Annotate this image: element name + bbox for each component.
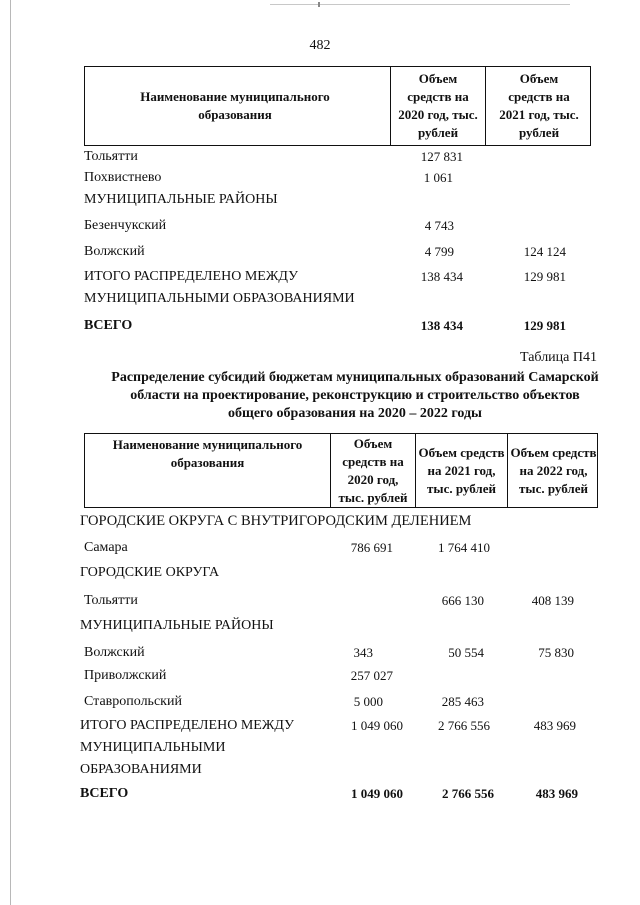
- value-2021: 285 463: [441, 694, 484, 709]
- table-row: [80, 715, 325, 781]
- value-2020: 1 049 060: [351, 718, 403, 733]
- value-2020: 786 691: [350, 540, 393, 555]
- table-row: [84, 167, 161, 189]
- value-2020: 5 000: [353, 694, 383, 709]
- value-2021: 1 764 410: [438, 540, 490, 555]
- value-2021: 129 981: [523, 318, 566, 333]
- table-row: [84, 590, 138, 612]
- value-2020: 1 061: [423, 170, 453, 185]
- table-row: [80, 615, 274, 637]
- row-name: ИТОГО РАСПРЕДЕЛЕНО МЕЖДУ МУНИЦИПАЛЬНЫМИ ОБРАЗОВАНИЯМИ: [84, 269, 355, 306]
- table-row: [84, 189, 278, 211]
- value-2020: 1 049 060: [351, 786, 403, 801]
- scan-top-line: [270, 4, 570, 5]
- row-name: МУНИЦИПАЛЬНЫЕ РАЙОНЫ: [80, 618, 274, 633]
- value-2022: 483 969: [535, 786, 578, 801]
- table-row: [80, 783, 128, 805]
- value-2020: 138 434: [420, 318, 463, 333]
- value-2020: 343: [353, 645, 373, 660]
- table-row: [84, 642, 145, 664]
- row-name: Похвистнево: [84, 170, 162, 185]
- table2-caption: Таблица П41: [520, 350, 597, 365]
- row-name: ВСЕГО: [84, 318, 133, 333]
- table-row: [84, 665, 166, 687]
- value-2022: 408 139: [531, 593, 574, 608]
- row-name: Волжский: [84, 645, 145, 660]
- row-name: ГОРОДСКИЕ ОКРУГА: [80, 565, 220, 580]
- value-2020: 257 027: [350, 668, 393, 683]
- value-2020: 4 743: [424, 218, 454, 233]
- table2-header-2021: Объем средств на 2021 год, тыс. рублей: [415, 434, 507, 507]
- table-row: [84, 537, 128, 559]
- table-row: [84, 315, 132, 337]
- table1-header-2021: Объем средств на 2021 год, тыс. рублей: [485, 67, 592, 145]
- table2-header-2020: Объем средств на 2020 год, тыс. рублей: [330, 434, 415, 507]
- row-name: Волжский: [84, 244, 145, 259]
- table1-header: [84, 66, 591, 146]
- table1-header-name: Наименование муниципального образования: [140, 89, 330, 122]
- page-number: 482: [309, 38, 331, 53]
- value-2021: 2 766 556: [442, 786, 494, 801]
- table-row: [84, 691, 182, 713]
- value-2022: 483 969: [533, 718, 576, 733]
- row-name: Приволжский: [84, 668, 167, 683]
- table-row: [84, 215, 166, 237]
- row-name: Самара: [84, 540, 128, 555]
- value-2022: 75 830: [538, 645, 574, 660]
- value-2020: 138 434: [420, 269, 463, 284]
- table1-header-2020: Объем средств на 2020 год, тыс. рублей: [390, 67, 485, 145]
- value-2021: 124 124: [523, 244, 566, 259]
- value-2020: 127 831: [420, 149, 463, 164]
- row-name: МУНИЦИПАЛЬНЫЕ РАЙОНЫ: [84, 192, 278, 207]
- row-name: ГОРОДСКИЕ ОКРУГА С ВНУТРИГОРОДСКИМ ДЕЛЕНИЕМ: [80, 513, 472, 529]
- value-2021: 2 766 556: [438, 718, 490, 733]
- row-name: Тольятти: [84, 593, 138, 608]
- row-name: Безенчукский: [84, 218, 167, 233]
- table2-header-2022: Объем средств на 2022 год, тыс. рублей: [507, 434, 599, 507]
- table2-header: [84, 433, 598, 508]
- table-row: [80, 562, 219, 584]
- row-name: ИТОГО РАСПРЕДЕЛЕНО МЕЖДУ МУНИЦИПАЛЬНЫМИ ОБРАЗОВАНИЯМИ: [80, 718, 294, 777]
- table-row: [84, 266, 364, 310]
- row-name: Ставропольский: [84, 694, 182, 709]
- table-row: [84, 146, 138, 168]
- scan-mark: [318, 2, 320, 7]
- table-row: [80, 510, 471, 532]
- value-2020: 4 799: [424, 244, 454, 259]
- table-row: [84, 241, 145, 263]
- value-2021: 666 130: [441, 593, 484, 608]
- value-2021: 129 981: [523, 269, 566, 284]
- value-2021: 50 554: [448, 645, 484, 660]
- row-name: ВСЕГО: [80, 786, 129, 801]
- scan-edge-line: [10, 0, 11, 905]
- row-name: Тольятти: [84, 149, 138, 164]
- table2-title: Распределение субсидий бюджетам муниципальных образований Самарской области на проектирование, реконструкцию и строительство объектов общего образования на 2020 – 2022 годы: [111, 370, 599, 421]
- table2-header-name: Наименование муниципального образования: [112, 437, 303, 470]
